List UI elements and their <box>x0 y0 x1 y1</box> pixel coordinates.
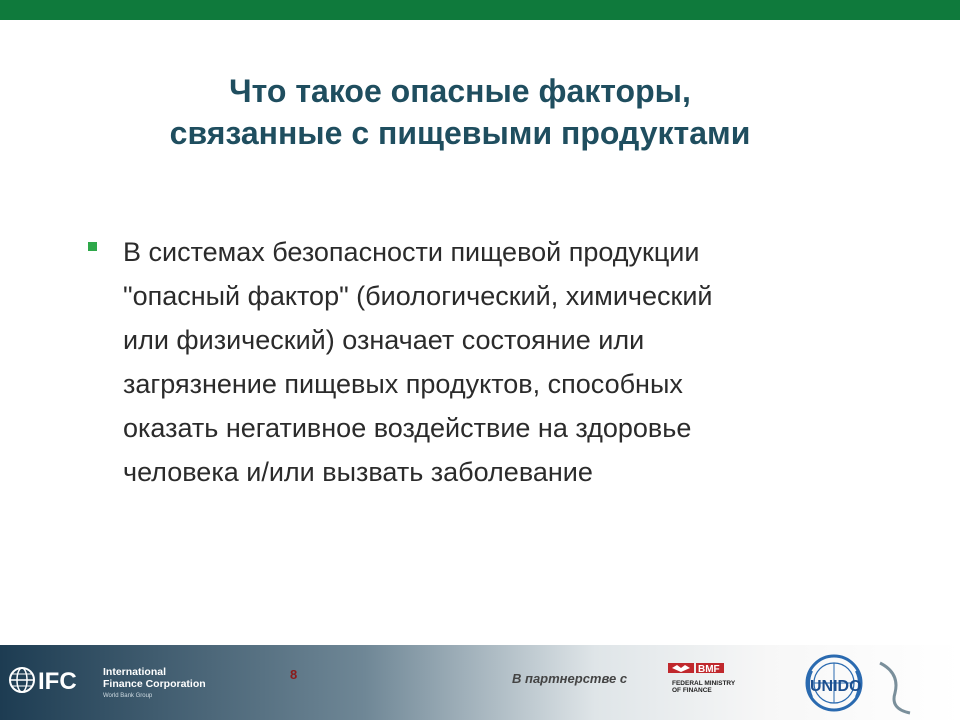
slide-title-line-2: связанные с пищевыми продуктами <box>169 115 751 151</box>
ifc-logo <box>8 665 100 695</box>
footer <box>0 645 960 720</box>
page-number: 8 <box>290 667 298 682</box>
bullet-line-6: человека и/или вызвать заболевание <box>123 457 593 487</box>
bullet-square-icon <box>88 242 97 251</box>
bmf-ministry-name <box>672 680 735 694</box>
unido-logo <box>800 649 930 717</box>
ifc-org-line-1: International <box>103 666 167 678</box>
ifc-org-line-2: Finance Corporation <box>103 678 206 690</box>
bmf-eagle-icon <box>668 663 694 673</box>
unido-logo-text: UNIDO <box>810 678 862 695</box>
bullet-line-3: или физический) означает состояние или <box>123 325 645 355</box>
bullet-line-2: "опасный фактор" (биологический, химический <box>123 281 713 311</box>
bmf-logo-text: BMF <box>698 664 720 675</box>
bullet-line-4: загрязнение пищевых продуктов, способных <box>123 369 683 399</box>
top-accent-bar <box>0 0 960 20</box>
bullet-text <box>123 230 846 494</box>
bullet-list <box>86 230 846 494</box>
bmf-logo <box>668 659 758 677</box>
slide-title-line-1: Что такое опасные факторы, <box>229 73 691 109</box>
bullet-line-1: В системах безопасности пищевой продукции <box>123 237 700 267</box>
slide-title <box>60 70 860 154</box>
partner-label: В партнерстве с <box>512 671 628 686</box>
ifc-org-line-3: World Bank Group <box>103 693 153 699</box>
bmf-name-line-1: FEDERAL MINISTRY <box>672 680 736 687</box>
bmf-name-line-2: OF FINANCE <box>672 687 712 694</box>
ifc-globe-icon <box>10 668 34 692</box>
ifc-org-name <box>103 666 206 702</box>
ifc-logo-text: IFC <box>38 668 77 695</box>
bullet-line-5: оказать негативное воздействие на здоровье <box>123 413 692 443</box>
